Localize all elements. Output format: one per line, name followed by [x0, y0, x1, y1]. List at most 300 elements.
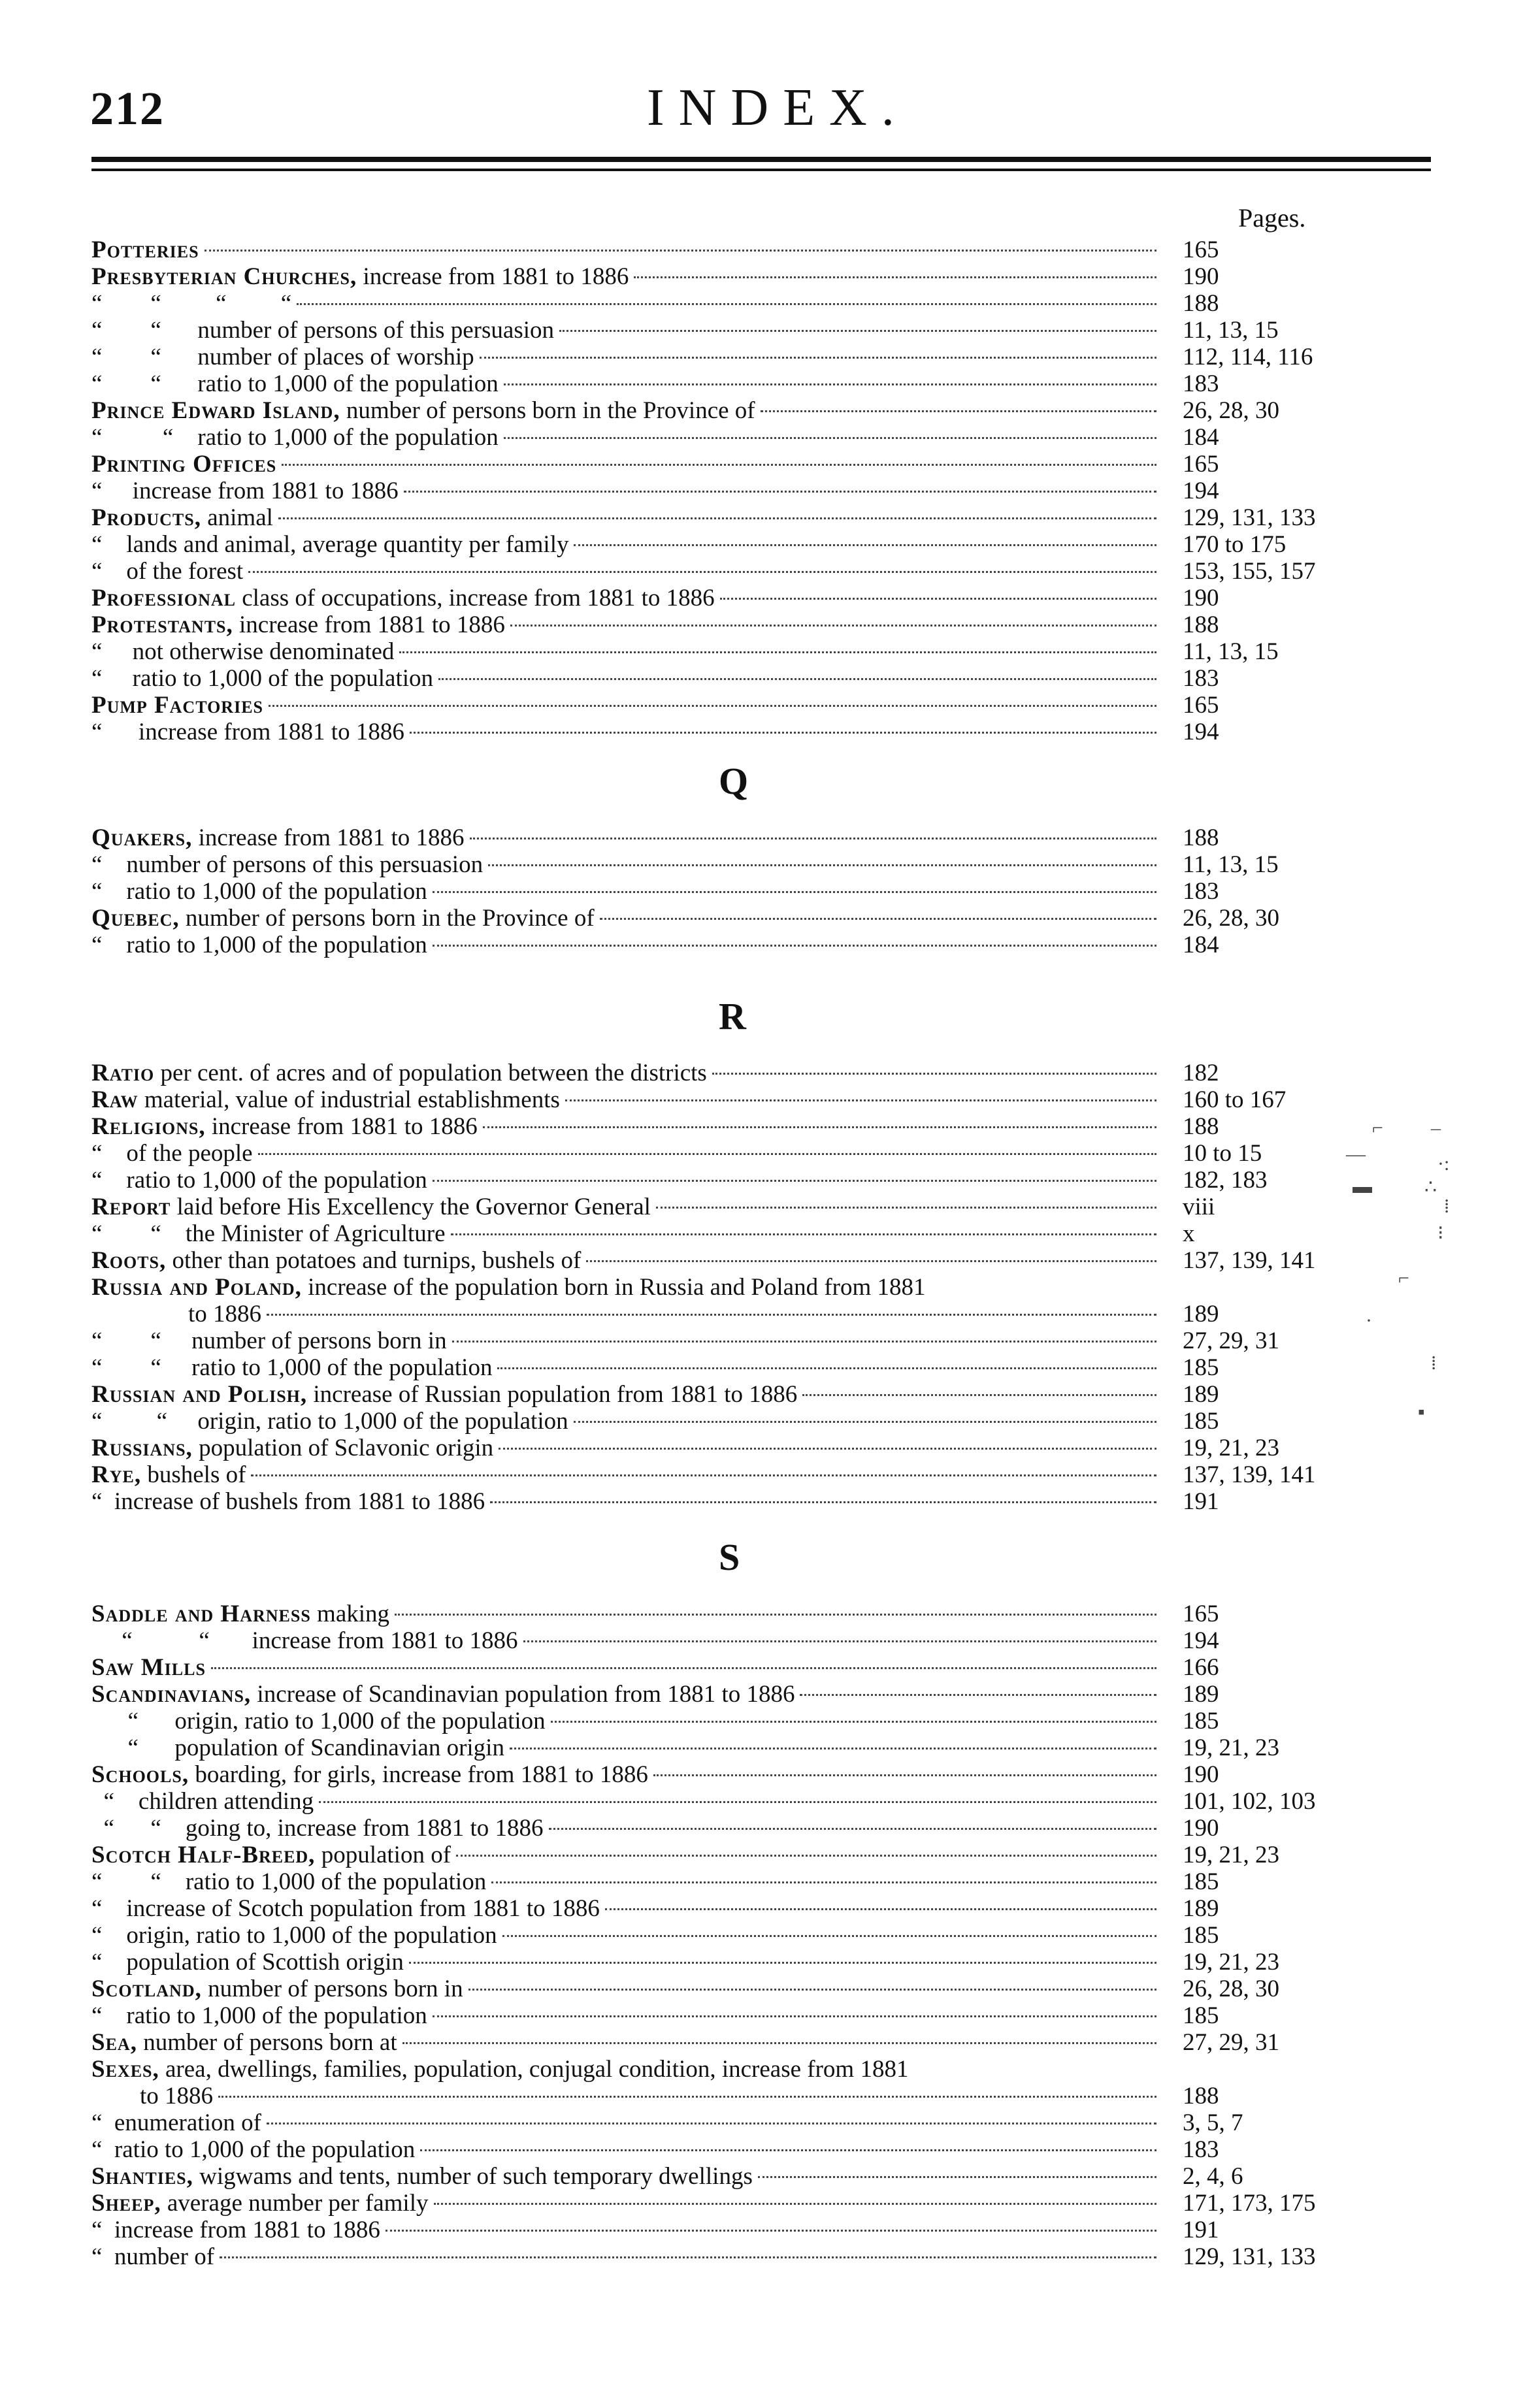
index-entry — [0, 2217, 1525, 2243]
entry-pages: 160 to 167 — [1183, 1086, 1287, 1113]
entry-heading: Quebec, — [91, 905, 180, 932]
entry-heading: Potteries — [91, 236, 199, 263]
entry-pages: 184 — [1183, 932, 1219, 958]
scan-artifact: ⁝ — [1437, 1222, 1444, 1244]
entry-text — [91, 397, 755, 424]
entry-text — [91, 1354, 492, 1381]
dot-leader — [258, 1153, 1156, 1155]
entry-text — [91, 2029, 397, 2056]
entry-text — [91, 1976, 463, 2002]
entry-pages: 19, 21, 23 — [1183, 1734, 1279, 1761]
entry-subtext: “ “ ratio to 1,000 of the population — [91, 1354, 493, 1381]
index-entry — [0, 2002, 1525, 2029]
entry-heading: Sheep, — [91, 2190, 161, 2217]
entry-text — [91, 1949, 404, 1976]
dot-leader — [586, 1260, 1156, 1262]
entry-text — [91, 2002, 427, 2029]
index-entry — [0, 1220, 1525, 1247]
entry-subtext: “ of the people — [91, 1140, 253, 1167]
entry-text — [91, 2190, 429, 2217]
entry-heading: Ratio — [91, 1060, 155, 1086]
index-entry — [0, 1274, 1525, 1301]
dot-leader — [605, 1908, 1156, 1910]
entry-text — [91, 1922, 497, 1949]
index-entry — [0, 665, 1525, 692]
entry-text — [91, 531, 568, 558]
dot-leader — [490, 1501, 1156, 1503]
entry-subtext: “ not otherwise denominated — [91, 638, 395, 665]
entry-pages: 129, 131, 133 — [1183, 504, 1316, 531]
entry-heading: Saddle and Harness — [91, 1601, 311, 1627]
entry-text — [91, 2136, 415, 2163]
entry-pages: 189 — [1183, 1895, 1219, 1922]
entry-subtext: “ of the forest — [91, 558, 244, 585]
entry-text — [91, 2243, 214, 2270]
entry-subtext: boarding, for girls, increase from 1881 to 1886 — [189, 1761, 648, 1788]
dot-leader — [433, 945, 1156, 947]
entry-text — [91, 905, 595, 932]
entry-subtext: “ “ origin, ratio to 1,000 of the population — [91, 1408, 568, 1435]
entry-text — [91, 1086, 560, 1113]
entry-pages: viii — [1183, 1194, 1215, 1220]
dot-leader — [491, 1881, 1156, 1883]
index-entry — [0, 1113, 1525, 1140]
entry-pages: 11, 13, 15 — [1183, 638, 1279, 665]
entry-text — [91, 1708, 546, 1734]
index-entry — [0, 1408, 1525, 1435]
entry-subtext: “ origin, ratio to 1,000 of the population — [91, 1922, 497, 1949]
index-entry — [0, 263, 1525, 290]
section-letter-r: R — [719, 995, 746, 1037]
dot-leader — [523, 1640, 1157, 1642]
entry-text — [91, 2217, 380, 2243]
dot-leader — [297, 303, 1156, 305]
dot-leader — [248, 571, 1156, 573]
entry-heading: Printing Offices — [91, 451, 277, 478]
entry-text — [91, 504, 273, 531]
entry-pages: 188 — [1183, 2083, 1219, 2109]
entry-subtext: “ ratio to 1,000 of the population — [91, 878, 427, 905]
dot-leader — [205, 250, 1156, 252]
entry-heading: Prince Edward Island, — [91, 397, 340, 424]
scan-artifact: ▪ — [1418, 1401, 1425, 1423]
entry-subtext: increase of Russian population from 1881 to 1886 — [307, 1381, 798, 1408]
dot-leader — [634, 276, 1156, 278]
entry-pages: 182 — [1183, 1060, 1219, 1086]
dot-leader — [282, 464, 1156, 466]
entry-subtext: “ enumeration of — [91, 2109, 261, 2136]
entry-pages: 194 — [1183, 1627, 1219, 1654]
entry-text — [91, 665, 433, 692]
entry-text — [91, 1601, 389, 1627]
entry-subtext: “ “ ratio to 1,000 of the population — [91, 1868, 487, 1895]
entry-text — [91, 1381, 797, 1408]
dot-leader — [712, 1073, 1156, 1075]
entry-heading: Protestants, — [91, 611, 233, 638]
dot-leader — [802, 1394, 1156, 1396]
entry-text — [91, 1301, 261, 1327]
entry-text — [91, 719, 404, 745]
entry-text — [91, 1435, 493, 1461]
entry-pages: 188 — [1183, 611, 1219, 638]
entry-subtext: increase from 1881 to 1886 — [233, 611, 505, 638]
entry-pages: 26, 28, 30 — [1183, 1976, 1279, 2002]
entry-subtext: “ number of persons of this persuasion — [91, 851, 484, 878]
index-entry — [0, 611, 1525, 638]
entry-subtext: “ number of — [91, 2243, 215, 2270]
entry-pages: 189 — [1183, 1681, 1219, 1708]
page-number: 212 — [90, 82, 165, 135]
dot-leader — [758, 2176, 1156, 2178]
dot-leader — [470, 838, 1156, 839]
entry-heading: Scandinavians, — [91, 1681, 252, 1708]
dot-leader — [433, 1180, 1156, 1182]
entry-pages: 165 — [1183, 692, 1219, 719]
dot-leader — [574, 544, 1156, 546]
entry-heading: Roots, — [91, 1247, 167, 1274]
entry-subtext: increase from 1881 to 1886 — [192, 824, 465, 851]
entry-text — [91, 263, 629, 290]
entry-pages: 112, 114, 116 — [1183, 344, 1313, 370]
dot-leader — [269, 705, 1156, 707]
index-entry — [0, 290, 1525, 317]
index-entry — [0, 1708, 1525, 1734]
section-letter-q: Q — [719, 760, 749, 802]
entry-text — [91, 851, 483, 878]
entry-heading: Saw Mills — [91, 1654, 206, 1681]
index-entry — [0, 1461, 1525, 1488]
entry-heading: Shanties, — [91, 2163, 193, 2190]
entry-heading: Russia and Poland, — [91, 1274, 302, 1301]
entry-text — [91, 638, 394, 665]
entry-subtext: per cent. of acres and of population between the districts — [154, 1060, 707, 1086]
entry-text — [91, 1681, 795, 1708]
entry-pages: x — [1183, 1220, 1195, 1247]
entry-pages: 19, 21, 23 — [1183, 1435, 1279, 1461]
dot-leader — [504, 437, 1156, 439]
index-entry — [0, 2029, 1525, 2056]
entry-text — [91, 1274, 926, 1301]
entry-subtext: “ “ ratio to 1,000 of the population — [91, 424, 499, 451]
entry-subtext: animal — [201, 504, 273, 531]
entry-text — [91, 932, 427, 958]
index-entry — [0, 851, 1525, 878]
entry-subtext: “ “ “ “ — [91, 290, 292, 317]
entry-subtext: “ children attending — [91, 1788, 314, 1815]
dot-leader — [211, 1667, 1156, 1669]
entry-subtext: other than potatoes and turnips, bushels of — [166, 1247, 582, 1274]
entry-pages: 183 — [1183, 370, 1219, 397]
entry-subtext: “ “ number of persons of this persuasion — [91, 317, 555, 344]
entry-text — [91, 290, 291, 317]
dot-leader — [433, 2015, 1156, 2017]
entry-heading: Sea, — [91, 2029, 137, 2056]
entry-subtext: making — [310, 1601, 390, 1627]
dot-leader — [559, 330, 1156, 332]
entry-subtext: number of persons born at — [137, 2029, 397, 2056]
entry-pages: 194 — [1183, 719, 1219, 745]
entry-pages: 153, 155, 157 — [1183, 558, 1316, 585]
index-entry — [0, 1895, 1525, 1922]
entry-subtext: population of — [315, 1842, 451, 1868]
scan-artifact: ∴ — [1424, 1177, 1437, 1198]
dot-leader — [656, 1207, 1156, 1209]
entry-subtext: number of persons born in — [201, 1976, 463, 2002]
dot-leader — [452, 1341, 1156, 1342]
entry-text — [91, 878, 427, 905]
entry-subtext: material, value of industrial establishments — [138, 1086, 560, 1113]
dot-leader — [551, 1721, 1156, 1723]
dot-leader — [220, 2256, 1156, 2258]
index-entry — [0, 2109, 1525, 2136]
dot-leader — [761, 410, 1156, 412]
scan-artifact: — — [1346, 1143, 1366, 1165]
entry-heading: Rye, — [91, 1461, 142, 1488]
entry-pages: 170 to 175 — [1183, 531, 1287, 558]
entry-text — [91, 1488, 485, 1515]
entry-text — [91, 1461, 246, 1488]
entry-pages: 3, 5, 7 — [1183, 2109, 1243, 2136]
entry-subtext: class of occupations, increase from 1881 to 1886 — [235, 585, 715, 611]
entry-pages: 190 — [1183, 263, 1219, 290]
index-entry — [0, 1247, 1525, 1274]
index-entry — [0, 1949, 1525, 1976]
index-entry — [0, 2136, 1525, 2163]
entry-text — [91, 317, 554, 344]
index-entry — [0, 1086, 1525, 1113]
entry-subtext: “ ratio to 1,000 of the population — [91, 665, 434, 692]
entry-pages: 189 — [1183, 1301, 1219, 1327]
entry-heading: Quakers, — [91, 824, 193, 851]
entry-text — [91, 1194, 651, 1220]
dot-leader — [488, 864, 1156, 866]
entry-pages: 19, 21, 23 — [1183, 1842, 1279, 1868]
dot-leader — [420, 2149, 1156, 2151]
entry-heading: Report — [91, 1194, 171, 1220]
entry-subtext: “ ratio to 1,000 of the population — [91, 2136, 416, 2163]
index-entry — [0, 1381, 1525, 1408]
entry-pages: 182, 183 — [1183, 1167, 1268, 1194]
index-entry — [0, 2083, 1525, 2109]
entry-pages: 185 — [1183, 2002, 1219, 2029]
page-title: INDEX. — [647, 79, 909, 137]
index-entry — [0, 478, 1525, 504]
entry-text — [91, 1140, 253, 1167]
entry-text — [91, 1113, 478, 1140]
entry-text — [91, 370, 499, 397]
dot-leader — [410, 732, 1156, 734]
dot-leader — [600, 918, 1156, 920]
index-entry — [0, 1654, 1525, 1681]
entry-text — [91, 2083, 213, 2109]
dot-leader — [653, 1774, 1156, 1776]
dot-leader — [395, 1614, 1156, 1616]
entry-subtext: wigwams and tents, number of such temporary dwellings — [193, 2163, 753, 2190]
entry-text — [91, 1842, 451, 1868]
index-entry — [0, 2243, 1525, 2270]
entry-pages: 26, 28, 30 — [1183, 397, 1279, 424]
entry-text — [91, 1408, 568, 1435]
index-entry — [0, 1868, 1525, 1895]
dot-leader — [409, 1962, 1156, 1964]
index-entry — [0, 1354, 1525, 1381]
entry-pages: 183 — [1183, 878, 1219, 905]
entry-text — [91, 1327, 447, 1354]
entry-subtext: number of persons born in the Province of — [179, 905, 595, 932]
index-entry — [0, 1060, 1525, 1086]
index-entry — [0, 2190, 1525, 2217]
entry-subtext: “ increase from 1881 to 1886 — [91, 478, 399, 504]
index-entry — [0, 1761, 1525, 1788]
index-entry — [0, 932, 1525, 958]
entry-subtext: increase of the population born in Russia and Poland from 1881 — [301, 1274, 926, 1301]
entry-text — [91, 1895, 600, 1922]
index-entry — [0, 451, 1525, 478]
index-entry — [0, 1842, 1525, 1868]
entry-heading: Russians, — [91, 1435, 193, 1461]
dot-leader — [549, 1828, 1156, 1830]
entry-heading: Sexes, — [91, 2056, 159, 2083]
entry-subtext: “ ratio to 1,000 of the population — [91, 1167, 427, 1194]
entry-text — [91, 611, 505, 638]
dot-leader — [399, 651, 1156, 653]
dot-leader — [502, 1935, 1156, 1937]
index-entry — [0, 2163, 1525, 2190]
scan-artifact: ⁞ — [1444, 1196, 1450, 1217]
dot-leader — [504, 383, 1156, 385]
entry-pages: 101, 102, 103 — [1183, 1788, 1316, 1815]
entry-text — [91, 1627, 518, 1654]
entry-text — [91, 1788, 314, 1815]
entry-pages: 185 — [1183, 1354, 1219, 1381]
entry-pages: 129, 131, 133 — [1183, 2243, 1316, 2270]
index-entry — [0, 344, 1525, 370]
entry-subtext: “ “ the Minister of Agriculture — [91, 1220, 446, 1247]
dot-leader — [800, 1694, 1156, 1696]
dot-leader — [456, 1855, 1156, 1857]
entry-subtext: increase of Scandinavian population from 1881 to 1886 — [251, 1681, 795, 1708]
entry-pages: 137, 139, 141 — [1183, 1247, 1316, 1274]
entry-text — [91, 824, 465, 851]
entry-subtext: increase from 1881 to 1886 — [357, 263, 629, 290]
entry-text — [91, 451, 276, 478]
entry-text — [91, 1247, 581, 1274]
index-entry — [0, 424, 1525, 451]
entry-pages: 185 — [1183, 1408, 1219, 1435]
entry-heading: Pump Factories — [91, 692, 263, 719]
entry-heading: Presbyterian Churches, — [91, 263, 357, 290]
dot-leader — [433, 891, 1156, 893]
index-entry — [0, 370, 1525, 397]
index-entry — [0, 585, 1525, 611]
entry-pages: 190 — [1183, 585, 1219, 611]
entry-subtext: “ “ number of places of worship — [91, 344, 474, 370]
entry-text — [91, 2163, 753, 2190]
dot-leader — [434, 2203, 1157, 2205]
entry-subtext: “ increase from 1881 to 1886 — [91, 2217, 380, 2243]
dot-leader — [402, 2042, 1156, 2044]
entry-subtext: to 1886 — [91, 1301, 262, 1327]
entry-text — [91, 1734, 504, 1761]
entry-text — [91, 1654, 206, 1681]
entry-subtext: “ population of Scandinavian origin — [91, 1734, 504, 1761]
index-entry — [0, 905, 1525, 932]
index-entry — [0, 1301, 1525, 1327]
dot-leader — [319, 1801, 1156, 1803]
entry-pages: 189 — [1183, 1381, 1219, 1408]
index-entry — [0, 1815, 1525, 1842]
entry-pages: 190 — [1183, 1761, 1219, 1788]
dot-leader — [451, 1233, 1156, 1235]
entry-pages: 183 — [1183, 2136, 1219, 2163]
entry-pages: 190 — [1183, 1815, 1219, 1842]
entry-text — [91, 424, 499, 451]
dot-leader — [267, 1314, 1156, 1316]
dot-leader — [565, 1099, 1156, 1101]
dot-leader — [385, 2230, 1156, 2232]
index-entry — [0, 397, 1525, 424]
entry-text — [91, 1761, 648, 1788]
dot-leader — [438, 678, 1156, 680]
entry-heading: Products, — [91, 504, 201, 531]
entry-pages: 188 — [1183, 824, 1219, 851]
entry-text — [91, 585, 715, 611]
section-letter-s: S — [719, 1536, 740, 1578]
entry-subtext: “ ratio to 1,000 of the population — [91, 2002, 427, 2029]
entry-heading: Russian and Polish, — [91, 1381, 308, 1408]
entry-subtext: “ “ increase from 1881 to 1886 — [91, 1627, 518, 1654]
index-entry — [0, 1681, 1525, 1708]
entry-pages: 166 — [1183, 1654, 1219, 1681]
dot-leader — [497, 1367, 1156, 1369]
entry-text — [91, 558, 243, 585]
entry-pages: 185 — [1183, 1708, 1219, 1734]
index-entry — [0, 1734, 1525, 1761]
scan-artifact: ¯ — [1431, 1127, 1441, 1148]
index-entry — [0, 2056, 1525, 2083]
entry-text — [91, 2109, 261, 2136]
entry-text — [91, 692, 263, 719]
entry-subtext: to 1886 — [91, 2083, 214, 2109]
entry-heading: Raw — [91, 1086, 139, 1113]
index-entry — [0, 504, 1525, 531]
entry-subtext: “ increase from 1881 to 1886 — [91, 719, 404, 745]
index-entry — [0, 878, 1525, 905]
index-entry — [0, 1167, 1525, 1194]
index-entry — [0, 236, 1525, 263]
entry-pages: 184 — [1183, 424, 1219, 451]
entry-subtext: “ “ going to, increase from 1881 to 1886 — [91, 1815, 544, 1842]
scan-artifact: ⌐ — [1372, 1117, 1383, 1139]
entry-pages: 137, 139, 141 — [1183, 1461, 1316, 1488]
index-entry — [0, 317, 1525, 344]
entry-text — [91, 1220, 446, 1247]
dot-leader — [218, 2096, 1156, 2098]
entry-subtext: number of persons born in the Province of — [340, 397, 755, 424]
entry-pages: 19, 21, 23 — [1183, 1949, 1279, 1976]
entry-pages: 183 — [1183, 665, 1219, 692]
dot-leader — [483, 1126, 1156, 1128]
entry-pages: 191 — [1183, 1488, 1219, 1515]
entry-pages: 165 — [1183, 236, 1219, 263]
entry-text — [91, 236, 199, 263]
index-entry — [0, 1627, 1525, 1654]
entry-subtext: population of Sclavonic origin — [192, 1435, 494, 1461]
entry-pages: 191 — [1183, 2217, 1219, 2243]
entry-subtext: “ “ number of persons born in — [91, 1327, 447, 1354]
index-entry — [0, 1976, 1525, 2002]
dot-leader — [267, 2123, 1156, 2124]
